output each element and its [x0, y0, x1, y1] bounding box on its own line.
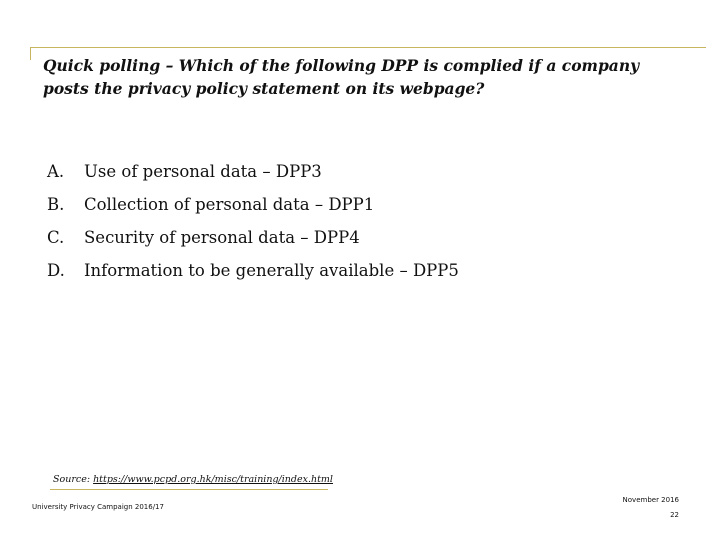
option-letter: A. [47, 162, 65, 181]
title-corner-rule [30, 47, 31, 60]
option-text: Information to be generally available – DPP5 [84, 261, 459, 280]
footer-rule [50, 489, 328, 490]
option-letter: C. [47, 228, 65, 247]
option-d [47, 261, 459, 294]
source-link[interactable]: https://www.pcpd.org.hk/misc/training/index.html [93, 474, 333, 485]
option-letter: D. [47, 261, 65, 280]
answer-options [47, 162, 459, 294]
option-text: Collection of personal data – DPP1 [84, 195, 375, 214]
option-text: Security of personal data – DPP4 [84, 228, 360, 247]
source-prefix: Source: [53, 474, 94, 485]
option-text: Use of personal data – DPP3 [84, 162, 322, 181]
option-letter: B. [47, 195, 65, 214]
option-c [47, 228, 459, 261]
slide-title: Quick polling – Which of the following DPP is complied if a company posts the privacy policy statement on its webpage? [43, 56, 640, 98]
option-a [47, 162, 459, 195]
footer-date: November 2016 [622, 496, 679, 504]
source-note [53, 474, 333, 485]
page-number: 22 [670, 511, 679, 519]
title-top-rule [30, 47, 706, 48]
option-b [47, 195, 459, 228]
footer-campaign: University Privacy Campaign 2016/17 [32, 503, 164, 511]
